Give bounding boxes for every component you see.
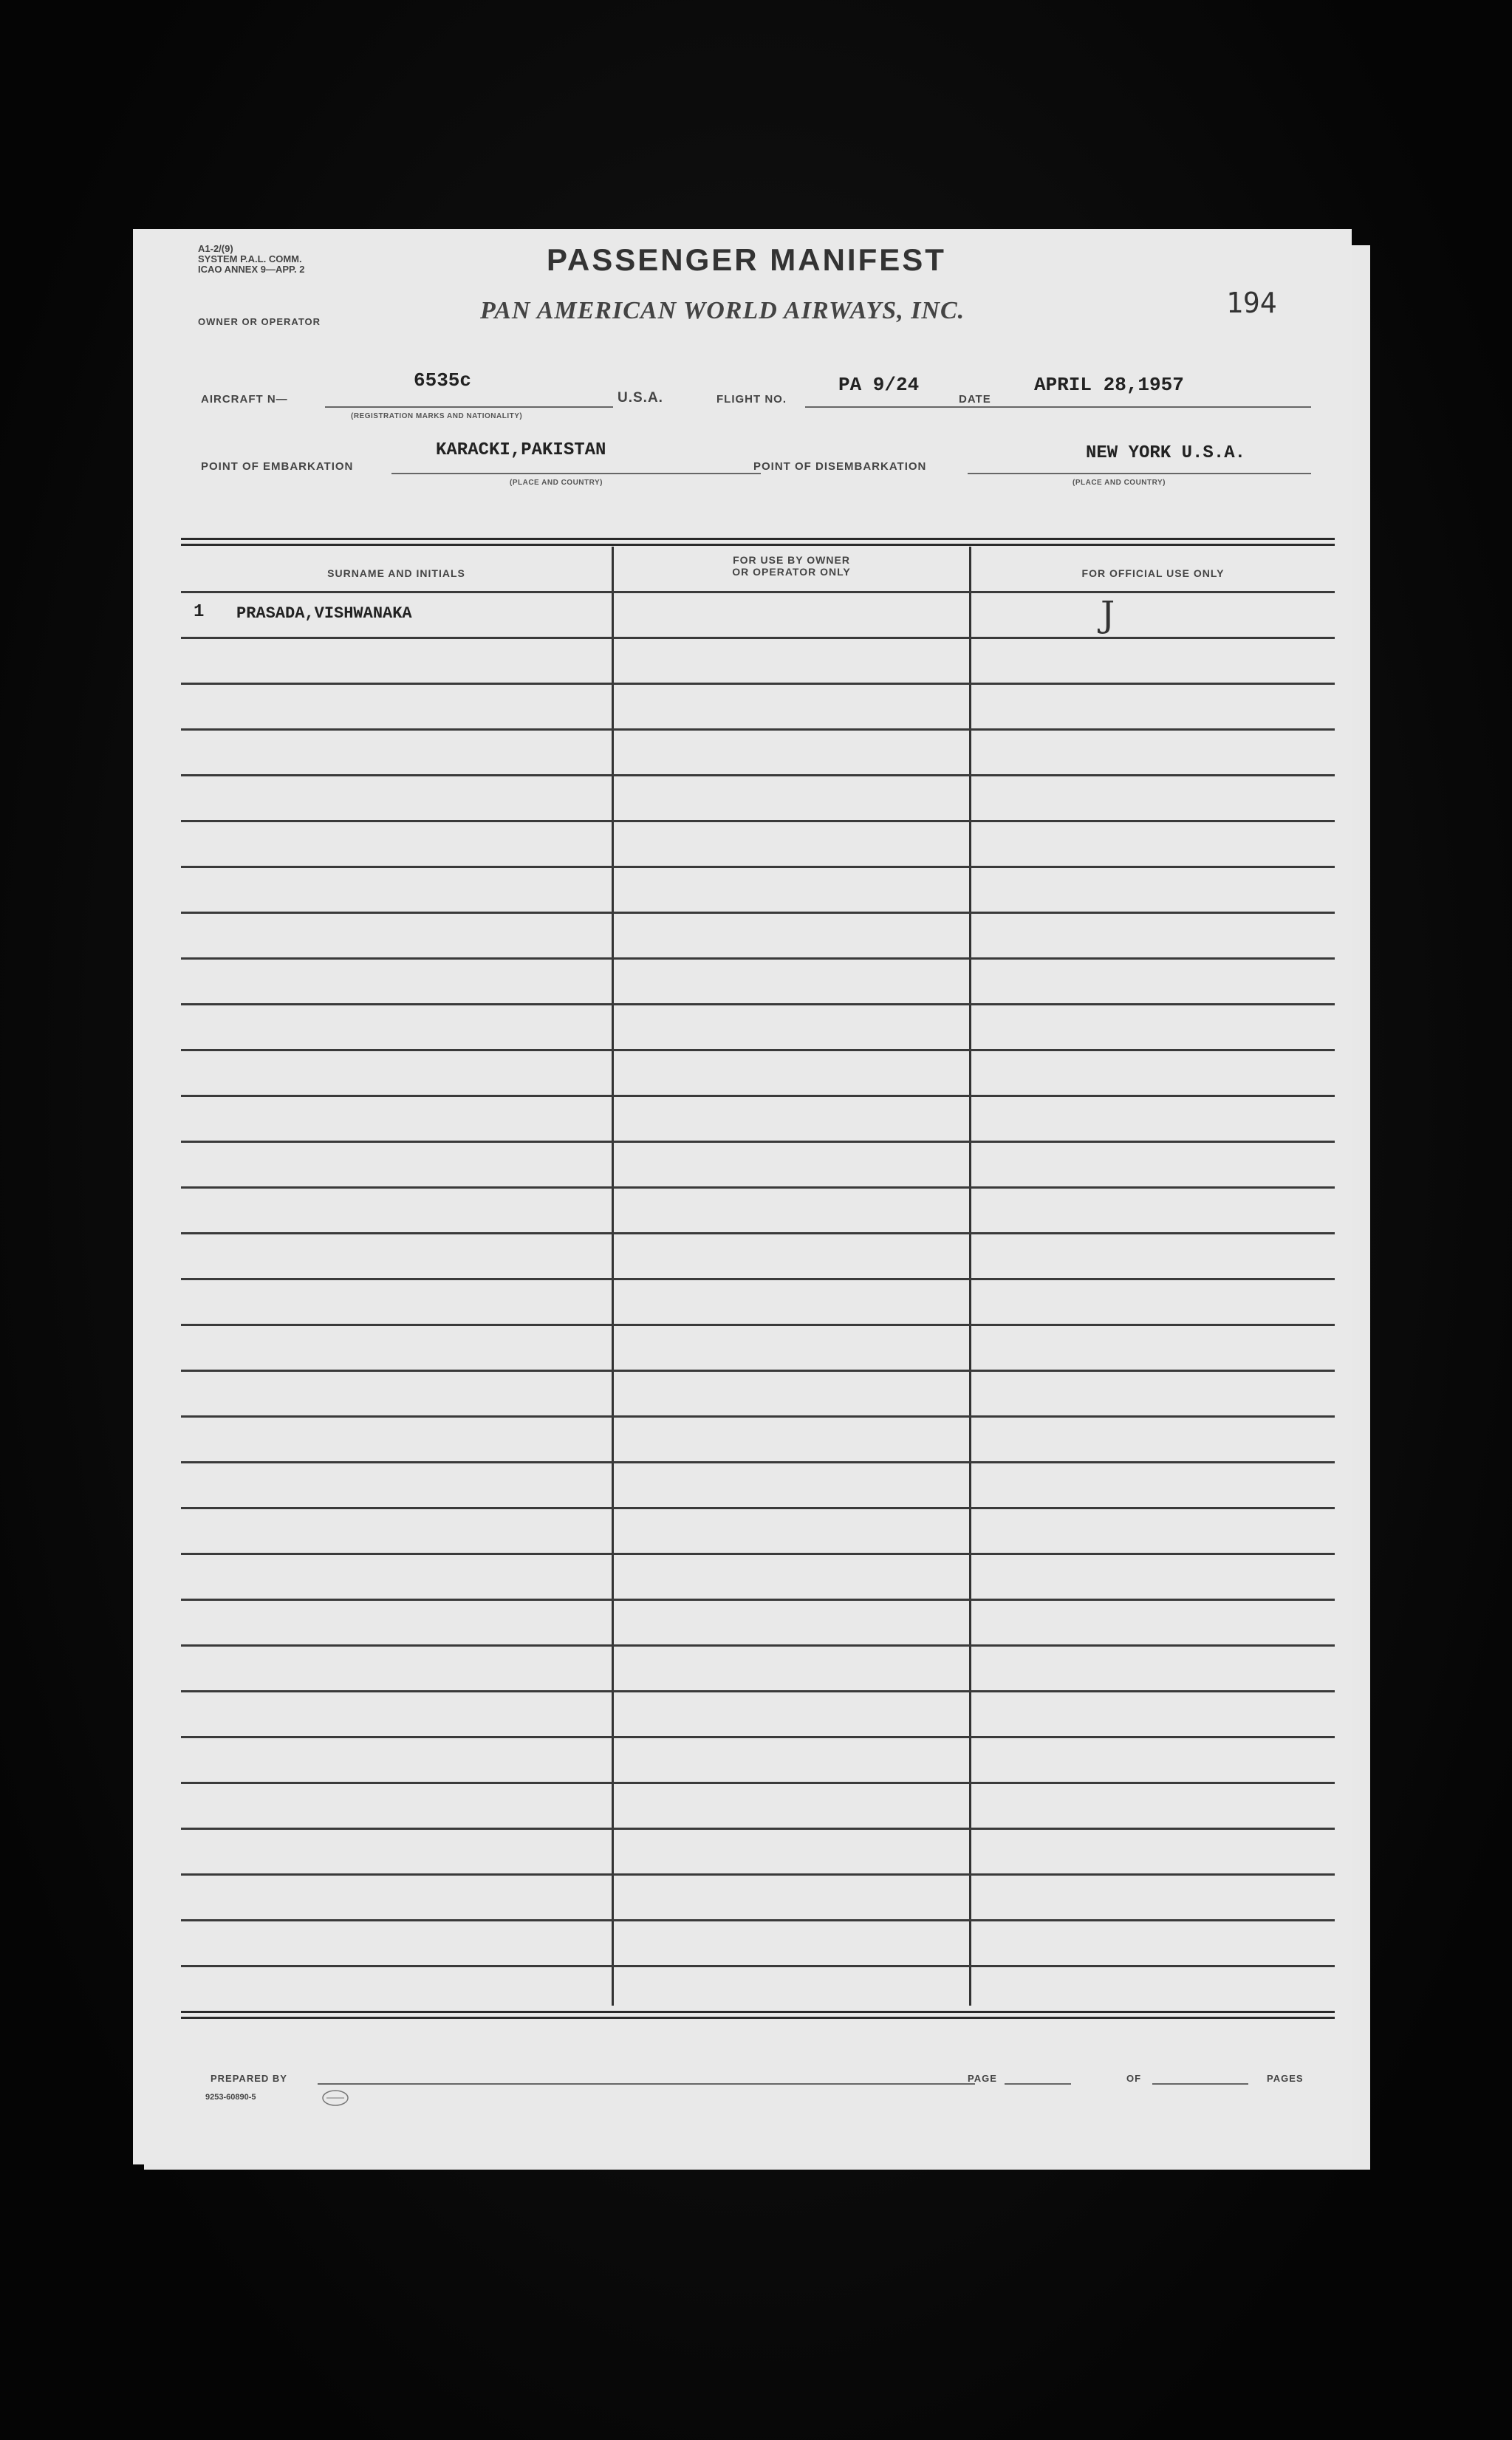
- table-row: [181, 1324, 1335, 1326]
- table-row: [181, 637, 1335, 639]
- col-header-operator-line: FOR USE BY OWNER: [733, 554, 850, 566]
- table-row: [181, 1049, 1335, 1051]
- table-row: [181, 1965, 1335, 1967]
- form-number: 9253-60890-5: [205, 2093, 256, 2102]
- embarkation-caption: (PLACE AND COUNTRY): [510, 479, 603, 487]
- form-code-line: ICAO ANNEX 9—APP. 2: [198, 264, 305, 275]
- table-row: [181, 957, 1335, 960]
- table-row: [181, 1644, 1335, 1647]
- table-row: [181, 683, 1335, 685]
- embarkation-label: POINT OF EMBARKATION: [201, 460, 354, 473]
- date-value: APRIL 28,1957: [1034, 374, 1184, 396]
- table-row: [181, 1232, 1335, 1234]
- of-label: OF: [1126, 2073, 1142, 2084]
- col-header-surname: SURNAME AND INITIALS: [327, 567, 465, 579]
- table-top-rule: [181, 538, 1335, 540]
- table-row: [181, 1141, 1335, 1143]
- official-mark: J: [1101, 594, 1115, 635]
- disembarkation-value: NEW YORK U.S.A.: [1086, 443, 1246, 463]
- table-row: [181, 1736, 1335, 1738]
- row-number: 1: [194, 602, 205, 622]
- col-header-official: FOR OFFICIAL USE ONLY: [1081, 567, 1225, 579]
- aircraft-line: [325, 406, 613, 408]
- page-line: [1005, 2083, 1071, 2085]
- disembarkation-line: [968, 473, 1311, 474]
- table-row: [181, 1507, 1335, 1509]
- page-number: 194: [1226, 287, 1277, 319]
- page-title: PASSENGER MANIFEST: [547, 242, 946, 277]
- manifest-sheet: [133, 229, 1352, 2164]
- table-row: [181, 1461, 1335, 1463]
- disembarkation-label: POINT OF DISEMBARKATION: [753, 460, 927, 473]
- embarkation-line: [391, 473, 761, 474]
- embarkation-value: KARACKI,PAKISTAN: [436, 440, 606, 460]
- flight-label: FLIGHT NO.: [716, 393, 787, 406]
- table-row: [181, 774, 1335, 776]
- table-row: [181, 1003, 1335, 1005]
- table-row: [181, 1690, 1335, 1692]
- airline-name: PAN AMERICAN WORLD AIRWAYS, INC.: [480, 297, 965, 324]
- col-header-operator: [614, 554, 969, 578]
- column-divider: [612, 547, 614, 2006]
- flight-line: [805, 406, 1016, 408]
- date-line: [997, 406, 1311, 408]
- aircraft-value: 6535c: [414, 369, 472, 392]
- form-code-line: SYSTEM P.A.L. COMM.: [198, 253, 302, 264]
- table-row: [181, 866, 1335, 868]
- table-row: [181, 820, 1335, 822]
- page-label: PAGE: [968, 2073, 997, 2084]
- prepared-label: PREPARED BY: [211, 2073, 287, 2084]
- table-row: [181, 1599, 1335, 1601]
- form-code-line: A1-2/(9): [198, 243, 233, 254]
- table-row: [181, 1186, 1335, 1189]
- table-row: [181, 1095, 1335, 1097]
- disembarkation-caption: (PLACE AND COUNTRY): [1073, 479, 1166, 487]
- table-top-rule: [181, 544, 1335, 546]
- flight-value: PA 9/24: [838, 374, 920, 396]
- table-row: [181, 728, 1335, 731]
- aircraft-label: AIRCRAFT N—: [201, 393, 288, 406]
- header-rule: [181, 591, 1335, 593]
- date-label: DATE: [959, 393, 991, 406]
- col-header-operator-line: OR OPERATOR ONLY: [732, 566, 851, 578]
- table-row: [181, 1278, 1335, 1280]
- table-row: [181, 1553, 1335, 1555]
- table-row: [181, 1919, 1335, 1921]
- prepared-line: [318, 2083, 975, 2085]
- column-divider: [969, 547, 971, 2006]
- form-code: [198, 244, 305, 275]
- table-bottom-rule: [181, 2017, 1335, 2019]
- table-row: [181, 1415, 1335, 1418]
- table-row: [181, 1370, 1335, 1372]
- passenger-name: PRASADA,VISHWANAKA: [236, 604, 412, 623]
- printer-stamp-icon: [321, 2088, 350, 2108]
- owner-label: OWNER OR OPERATOR: [198, 316, 321, 327]
- table-bottom-rule: [181, 2011, 1335, 2013]
- of-line: [1152, 2083, 1248, 2085]
- table-row: [181, 1782, 1335, 1784]
- pages-label: PAGES: [1267, 2073, 1304, 2084]
- table-row: [181, 1828, 1335, 1830]
- usa-label: U.S.A.: [618, 390, 663, 406]
- registration-caption: (REGISTRATION MARKS AND NATIONALITY): [351, 412, 523, 420]
- table-row: [181, 912, 1335, 914]
- table-row: [181, 1873, 1335, 1876]
